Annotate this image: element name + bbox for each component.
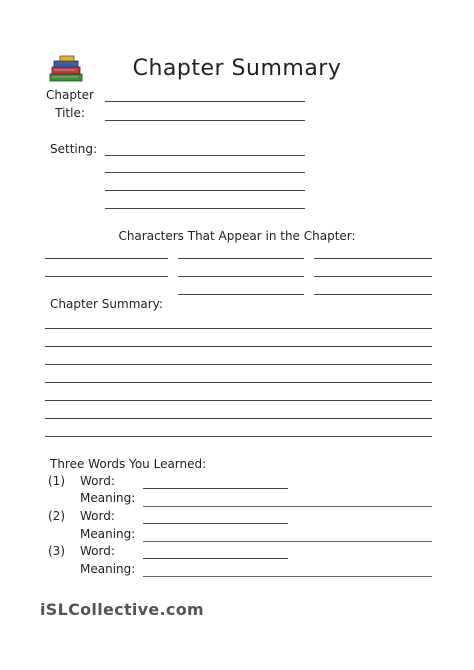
character-line[interactable] xyxy=(178,258,304,259)
word-1-number: (1) xyxy=(48,474,65,488)
summary-line[interactable] xyxy=(45,364,432,365)
summary-line[interactable] xyxy=(45,418,432,419)
watermark: iSLCollective.com xyxy=(40,600,204,619)
setting-line-3[interactable] xyxy=(105,190,305,191)
word-3-number: (3) xyxy=(48,544,65,558)
summary-line[interactable] xyxy=(45,382,432,383)
word-3-line[interactable] xyxy=(143,558,288,559)
summary-line[interactable] xyxy=(45,346,432,347)
words-heading: Three Words You Learned: xyxy=(50,457,207,471)
meaning-3-label: Meaning: xyxy=(80,562,136,576)
characters-heading: Characters That Appear in the Chapter: xyxy=(118,229,356,243)
word-2-number: (2) xyxy=(48,509,65,523)
summary-line[interactable] xyxy=(45,436,432,437)
setting-label: Setting: xyxy=(50,142,98,156)
meaning-2-line[interactable] xyxy=(143,541,432,542)
character-line[interactable] xyxy=(178,276,304,277)
word-2-label: Word: xyxy=(80,509,115,523)
word-1-label: Word: xyxy=(80,474,115,488)
character-line[interactable] xyxy=(314,276,432,277)
word-1-line[interactable] xyxy=(143,488,288,489)
character-line[interactable] xyxy=(45,276,168,277)
setting-line-1[interactable] xyxy=(105,155,305,156)
word-3-label: Word: xyxy=(80,544,115,558)
character-line[interactable] xyxy=(45,258,168,259)
meaning-2-label: Meaning: xyxy=(80,527,136,541)
chapter-title-label-line1: Chapter xyxy=(46,88,94,102)
summary-line[interactable] xyxy=(45,400,432,401)
meaning-3-line[interactable] xyxy=(143,576,432,577)
summary-line[interactable] xyxy=(45,328,432,329)
chapter-title-label-line2: Title: xyxy=(55,106,85,120)
chapter-title-line-1[interactable] xyxy=(105,101,305,102)
character-line[interactable] xyxy=(178,294,304,295)
word-2-line[interactable] xyxy=(143,523,288,524)
character-line[interactable] xyxy=(314,294,432,295)
chapter-title-line-2[interactable] xyxy=(105,120,305,121)
character-line[interactable] xyxy=(314,258,432,259)
page-title: Chapter Summary xyxy=(132,56,342,81)
meaning-1-line[interactable] xyxy=(143,506,432,507)
setting-line-2[interactable] xyxy=(105,172,305,173)
meaning-1-label: Meaning: xyxy=(80,491,136,505)
summary-label: Chapter Summary: xyxy=(50,297,163,311)
setting-line-4[interactable] xyxy=(105,208,305,209)
